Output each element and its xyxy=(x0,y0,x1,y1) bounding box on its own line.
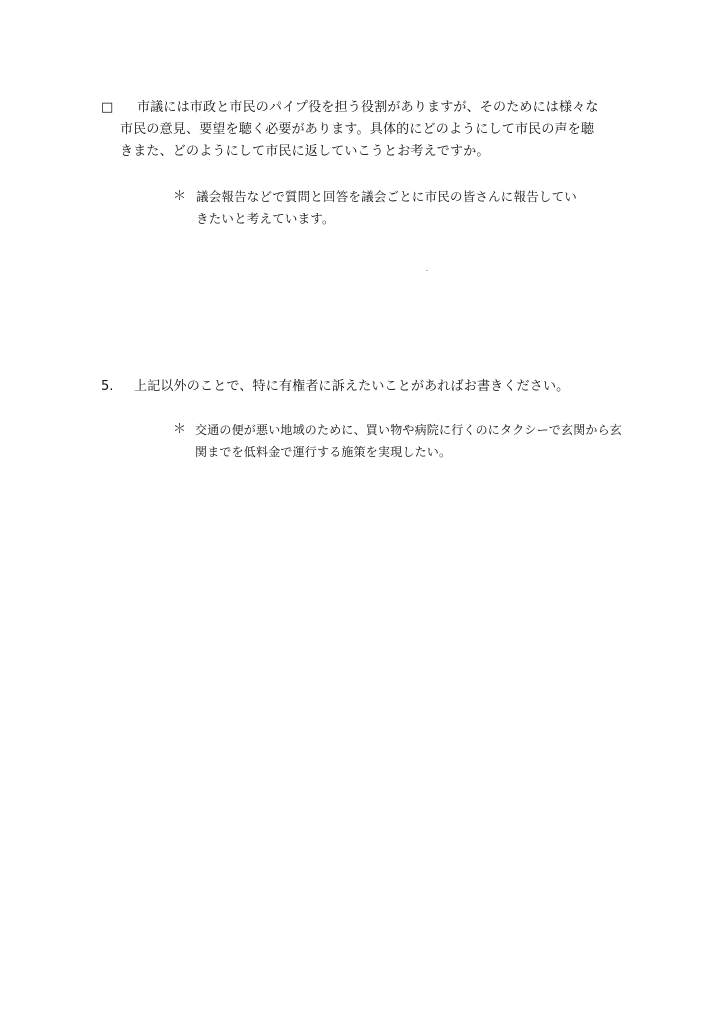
answer-text xyxy=(196,186,636,230)
answer-line: 議会報告などで質問と回答を議会ごとに市民の皆さんに報告してい xyxy=(196,189,578,204)
asterisk-marker: ＊ xyxy=(173,189,187,204)
answer-line: 交通の便が悪い地域のために、買い物や病院に行くのにタクシーで玄関から玄 xyxy=(195,423,623,437)
question-line: 市議には市政と市民のパイプ役を担う役割がありますが、そのためには様々な xyxy=(137,100,599,115)
question-text xyxy=(120,97,637,163)
question-text xyxy=(134,376,614,398)
question-line: 市民の意見、要望を聴く必要があります。具体的にどのようにして市民の声を聴 xyxy=(120,122,595,137)
answer-text xyxy=(195,419,635,463)
checkbox-marker: □ xyxy=(101,100,114,115)
answer-line: 関までを低料金で運行する施策を実現したい。 xyxy=(195,445,452,459)
scan-speck xyxy=(426,270,428,271)
question-number: 5. xyxy=(101,379,114,394)
question-line: 上記以外のことで、特に有権者に訴えたいことがあればお書きください。 xyxy=(134,379,570,394)
question-line: きまた、どのようにして市民に返していこうとお考えですか。 xyxy=(120,144,490,159)
answer-line: きたいと考えています。 xyxy=(196,211,335,226)
asterisk-marker: ＊ xyxy=(173,422,187,437)
